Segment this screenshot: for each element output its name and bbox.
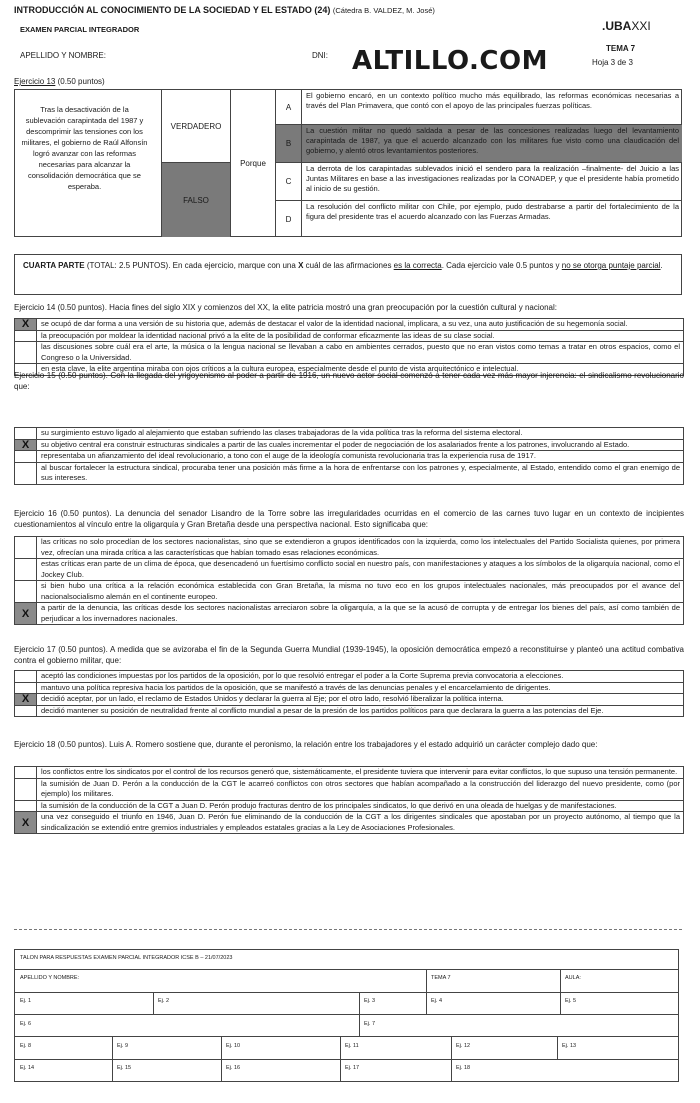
option-row[interactable] <box>15 706 683 718</box>
talon-ej-4[interactable]: Ej. 4 <box>431 998 443 1004</box>
talon-ej-18[interactable]: Ej. 18 <box>456 1065 471 1071</box>
talon-ej-14[interactable]: Ej. 14 <box>20 1065 35 1071</box>
ej17-number: Ejercicio 17 <box>14 645 56 654</box>
talon-ej-15[interactable]: Ej. 15 <box>117 1065 132 1071</box>
ej18-number: Ejercicio 18 <box>14 740 56 749</box>
ej16-number: Ejercicio 16 <box>14 509 57 518</box>
option-text: la sumisión de Juan D. Perón a la conducción de la CGT le acarreó conflictos con otros sectores que habían acompañado a la construcción del liderazgo del nuevo presidente, como (por ejemplo) los militares. <box>41 778 680 798</box>
answer-mark[interactable]: X <box>15 319 37 330</box>
option-text: su objetivo central era construir estructuras sindicales a partir de las cuales incrementar el poder de negociación de los asalariados frente a los patrones, involucrando al Estado. <box>41 439 630 449</box>
ej13-option-a[interactable] <box>276 90 682 125</box>
ej18-stem <box>14 739 684 750</box>
talon-ej-1[interactable]: Ej. 1 <box>20 998 32 1004</box>
talon-ej-12[interactable]: Ej. 12 <box>456 1043 471 1049</box>
option-text: la sumisión de la conducción de la CGT a Juan D. Perón produjo fracturas dentro de los principales sindicatos, lo que derivó en una oleada de huelgas y de manifestaciones. <box>41 800 617 810</box>
talon-ej-9[interactable]: Ej. 9 <box>117 1043 129 1049</box>
cuarta-underline-1: es la correcta <box>393 261 442 270</box>
option-row[interactable] <box>15 694 683 706</box>
answer-mark[interactable] <box>15 428 37 439</box>
course-title: INTRODUCCIÓN AL CONOCIMIENTO DE LA SOCIEDAD Y EL ESTADO (24) <box>14 5 331 15</box>
option-row[interactable] <box>15 342 683 364</box>
option-row[interactable] <box>15 463 683 485</box>
cuarta-text-2: cuál de las afirmaciones <box>303 261 394 270</box>
option-letter: C <box>276 163 302 200</box>
option-letter: D <box>276 201 302 237</box>
answer-mark[interactable] <box>15 706 37 717</box>
option-row[interactable] <box>15 559 683 581</box>
answer-mark[interactable] <box>15 767 37 778</box>
page-indicator: Hoja 3 de 3 <box>592 58 633 67</box>
option-row[interactable] <box>15 683 683 695</box>
cuarta-title: CUARTA PARTE <box>23 261 85 270</box>
answer-mark[interactable] <box>15 801 37 812</box>
ej13-stem: Tras la desactivación de la sublevación carapintada del 1987 y descomprimir las tensiones con los militares, el gobierno de Raúl Alfonsín logró avanzar con las reformas necesarias para alcanzar la consolidación democrática que se esperaba. <box>21 105 148 191</box>
ej15-question: (0.50 puntos). Con la llegada del yrigoyenismo al poder a partir de 1916, un nuevo actor social comenzó a tener cada vez más mayor injerencia: el sindicalismo revolucionario que: <box>14 371 684 391</box>
option-text: El gobierno encaró, en un contexto político mucho más equilibrado, las reformas económicas necesarias a través del Plan Primavera, que contó con el apoyo de las principales fuerzas políticas. <box>306 91 679 110</box>
cuarta-parte-instructions <box>14 254 682 295</box>
answer-mark[interactable]: X <box>15 812 37 833</box>
answer-mark[interactable] <box>15 671 37 682</box>
option-text: la preocupación por moldear la identidad nacional privó a la elite de la posibilidad de conformar eficazmente las ideas de su clase social. <box>41 330 495 340</box>
answer-mark[interactable] <box>15 559 37 580</box>
exam-subtitle: EXAMEN PARCIAL INTEGRADOR <box>20 25 140 34</box>
ej14-number: Ejercicio 14 <box>14 303 56 312</box>
answer-mark[interactable] <box>15 451 37 462</box>
option-row[interactable] <box>15 319 683 331</box>
option-text: su surgimiento estuvo ligado al alejamiento que estaban sufriendo las clases trabajadoras de la vida política tras la reforma del sistema electoral. <box>41 428 523 437</box>
answer-mark[interactable] <box>15 342 37 363</box>
ej18-question: (0.50 puntos). Luis A. Romero sostiene que, durante el peronismo, la relación entre los trabajadores y el estado adquirió un carácter complejo dado que: <box>55 740 598 749</box>
ej14-stem <box>14 302 684 313</box>
ej13-option-b[interactable] <box>276 125 682 163</box>
option-row[interactable] <box>15 581 683 603</box>
option-text: decidió aceptar, por un lado, el reclamo de Estados Unidos y declarar la guerra al Eje; por el otro lado, resolvió liberalizar la política interna. <box>41 694 504 703</box>
ej13-option-c[interactable] <box>276 163 682 201</box>
option-row[interactable] <box>15 331 683 343</box>
answer-mark[interactable] <box>15 331 37 342</box>
option-text: aceptó las condiciones impuestas por los partidos de la oposición, por lo que resolvió entregar el poder a la Corte Suprema previa convocatoria a elecciones. <box>41 671 564 680</box>
talon-apellido[interactable]: APELLIDO Y NOMBRE: <box>20 975 80 981</box>
option-text: a partir de la denuncia, las críticas desde los sectores nacionalistas arreciaron sobre la oligarquía, a la que se la acusó de corrupta y de entregar los bienes del país, así como también de perjudicar a los invernadores nacionales. <box>41 603 680 623</box>
catedra: (Cátedra B. VALDEZ, M. José) <box>332 6 435 15</box>
option-text: se ocupó de dar forma a una versión de su historia que, además de destacar el valor de la identidad nacional, implicara, a su vez, una auto justificación de su hegemonía social. <box>41 319 628 328</box>
answer-mark[interactable] <box>15 463 37 484</box>
talon-ej-2[interactable]: Ej. 2 <box>158 998 170 1004</box>
falso-cell[interactable]: FALSO <box>161 163 231 237</box>
option-row[interactable] <box>15 603 683 625</box>
option-row[interactable] <box>15 537 683 559</box>
verdadero-cell[interactable]: VERDADERO <box>161 90 231 163</box>
option-text: si bien hubo una crítica a la relación económica establecida con Gran Bretaña, la misma no tuvo eco en los grupos intelectuales nacionales, más preocupados por el avance del nacionalsocialismo alemán en el continente europeo. <box>41 581 680 601</box>
dni-label: DNI: <box>312 51 328 60</box>
option-row[interactable] <box>15 671 683 683</box>
cut-line <box>14 929 682 930</box>
option-text: en esta clave, la elite argentina miraba con ojos críticos a la cultura europea, especialmente desde el punto de vista arquitectónico e intelectual. <box>41 364 519 373</box>
option-text: una vez conseguido el triunfo en 1946, Juan D. Perón fue eliminando de la conducción de la CGT a los dirigentes sindicales que apostaban por un proyecto autónomo, al tiempo que la sindicalización se extendió entre gremios industriales y empleados estatales gracias a la Ley de Asociaciones Profesionales. <box>41 812 680 832</box>
talon-ej-3[interactable]: Ej. 3 <box>364 998 376 1004</box>
ej18-options <box>14 766 684 834</box>
answer-talon <box>14 949 679 1082</box>
talon-ej-5[interactable]: Ej. 5 <box>565 998 577 1004</box>
option-letter: A <box>276 90 302 124</box>
apellido-label: APELLIDO Y NOMBRE: <box>20 51 106 60</box>
option-text: estas críticas eran parte de un clima de época, que desencadenó un fuertísimo conflicto social en nuestro país, con manifestaciones y ataques a los símbolos de la oligarquía nacional, como el Jockey Club. <box>41 559 680 579</box>
ej16-stem <box>14 508 684 530</box>
option-row[interactable] <box>15 451 683 463</box>
uba-xxi-logo <box>602 19 651 33</box>
ej15-options <box>14 427 684 485</box>
exam-title <box>14 5 435 15</box>
talon-tema: TEMA 7 <box>431 975 451 981</box>
option-letter: B <box>276 125 302 162</box>
answer-mark[interactable] <box>15 537 37 558</box>
ej17-question: (0.50 puntos). A medida que se avizoraba el fin de la Segunda Guerra Mundial (1939-1945), la oposición democrática empezó a reconstituirse y planteó una actitud combativa contra el gobierno militar, que: <box>14 645 685 665</box>
cuarta-text-4: . <box>660 261 663 270</box>
talon-ej-16[interactable]: Ej. 16 <box>226 1065 241 1071</box>
tema-label: TEMA 7 <box>606 44 636 53</box>
logo-xxi-text: XXI <box>631 19 651 33</box>
option-text: los conflictos entre los sindicatos por el control de los recursos generó que, sistemáticamente, el presidente tuviera que intervenir para evitar conflictos, lo que supuso una tensión permanente. <box>41 767 678 776</box>
option-row[interactable] <box>15 767 683 779</box>
talon-ej-6[interactable]: Ej. 6 <box>20 1021 32 1027</box>
option-text: mantuvo una política represiva hacia los partidos de la oposición, que se manifestó a través de las denuncias penales y el encarcelamiento de dirigentes. <box>41 682 551 692</box>
cuarta-underline-2: no se otorga puntaje parcial <box>561 261 661 270</box>
talon-ej-7[interactable]: Ej. 7 <box>364 1021 376 1027</box>
ej13-points: (0.50 puntos) <box>55 77 105 86</box>
ej13-grid <box>14 89 682 237</box>
option-text: las discusiones sobre cuál era el arte, la música o la lengua nacional se llevaban a cabo en ambientes cerrados, puesto que no eran vistos como temas a tratar en otros espacios, como el Congreso o la Universidad. <box>41 342 680 362</box>
ej14-question: (0.50 puntos). Hacia fines del siglo XIX y comienzos del XX, la elite patricia mostró una gran preocupación por la cuestión cultural y nacional: <box>55 303 557 312</box>
ej16-question: (0.50 puntos). La denuncia del senador Lisandro de la Torre sobre las irregularidades ocurridas en el comercio de las carnes tuvo lugar en un contexto de incipientes cuestionamientos al vínculo entre la oligarquía y Gran Bretaña desde una perspectiva nacional. Esto significaba que: <box>14 509 684 529</box>
answer-mark[interactable]: X <box>15 603 37 624</box>
option-row[interactable] <box>15 440 683 452</box>
option-row[interactable] <box>15 779 683 801</box>
ej13-label <box>14 77 105 87</box>
ej17-options <box>14 670 684 717</box>
talon-ej-13[interactable]: Ej. 13 <box>562 1043 577 1049</box>
cuarta-text-3: . Cada ejercicio vale 0.5 puntos y <box>441 261 562 270</box>
ej14-options <box>14 318 684 376</box>
cuarta-text-1: (TOTAL: 2.5 PUNTOS). En cada ejercicio, marque con una <box>84 261 299 270</box>
answer-mark[interactable]: X <box>15 440 37 451</box>
option-text: La resolución del conflicto militar con Chile, por ejemplo, pudo destrabarse a partir del fortalecimiento de la figura del presidente tras el acuerdo alcanzado con las Fuerzas Armadas. <box>306 202 679 221</box>
option-text: al buscar fortalecer la estructura sindical, procuraba tener una posición más firme a la hora de enfrentarse con los patrones y, especialmente, al Estado, entendido como el gran enemigo de sus intereses. <box>41 462 680 482</box>
talon-title: TALON PARA RESPUESTAS EXAMEN PARCIAL INTEGRADOR ICSE B – 21/07/2023 <box>20 955 233 961</box>
porque-cell: Porque <box>231 90 276 237</box>
option-text: representaba un afianzamiento del ideal revolucionario, a tono con el auge de la ideología comunista revolucionaria tras la experiencia rusa de 1917. <box>41 451 536 460</box>
watermark: ALTILLO.COM <box>352 46 548 76</box>
option-text: La cuestión militar no quedó saldada a pesar de las concesiones realizadas luego del levantamiento carapintada de 1987, ya que el acuerdo alcanzado con los militares fue visto como una claudicación del gobierno, y alentó otros levantamientos posteriores. <box>306 126 679 155</box>
answer-mark[interactable] <box>15 779 37 800</box>
logo-uba-text: .UBA <box>602 19 632 33</box>
ej13-option-d[interactable] <box>276 201 682 237</box>
ej13-number: Ejercicio 13 <box>14 77 56 86</box>
option-text: decidió mantener su posición de neutralidad frente al conflicto mundial a pesar de la presión de los partidos políticos para que declarara la guerra a las potencias del Eje. <box>41 705 604 715</box>
option-row[interactable] <box>15 812 683 834</box>
option-row[interactable] <box>15 428 683 440</box>
ej15-stem <box>14 370 684 392</box>
cuarta-x: X <box>298 261 304 270</box>
ej15-number: Ejercicio 15 <box>14 371 56 380</box>
talon-ej-8[interactable]: Ej. 8 <box>20 1043 32 1049</box>
answer-mark[interactable]: X <box>15 694 37 705</box>
option-row[interactable] <box>15 801 683 813</box>
answer-mark[interactable] <box>15 581 37 602</box>
talon-ej-10[interactable]: Ej. 10 <box>226 1043 241 1049</box>
option-text: La derrota de los carapintadas sublevados inició el sendero para la realización –finalmente- del Juicio a las Juntas Militares en base a las investigaciones realizadas por la CONADEP, y que el presidente había prometido al inicio de su gestión. <box>306 164 679 193</box>
option-text: las críticas no solo procedían de los sectores nacionalistas, sino que se extendieron a grupos identificados con la izquierda, como los intelectuales del Partido Socialista quienes, por primera vez, ofrecían una mirada crítica a las características que habían tomado esas relaciones económicas. <box>41 537 680 557</box>
answer-mark[interactable] <box>15 683 37 694</box>
talon-ej-17[interactable]: Ej. 17 <box>345 1065 360 1071</box>
talon-aula[interactable]: AULA: <box>565 975 581 981</box>
talon-ej-11[interactable]: Ej. 11 <box>345 1043 359 1049</box>
ej17-stem <box>14 644 684 666</box>
ej16-options <box>14 536 684 625</box>
